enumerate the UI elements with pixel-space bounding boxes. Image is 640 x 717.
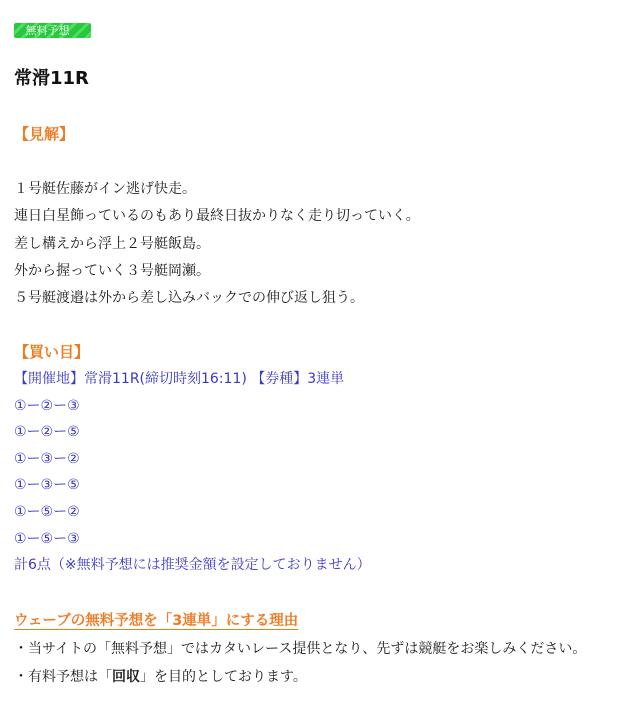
bet-combo: ①ー②ー⑤ bbox=[14, 424, 80, 441]
view-heading: 【見解】 bbox=[14, 125, 75, 143]
view-line: ５号艇渡邉は外から差し込みバックでの伸び返し狙う。 bbox=[14, 290, 364, 307]
view-line: １号艇佐藤がイン逃げ快走。 bbox=[14, 181, 196, 197]
note-paid-suffix: 」を目的としております。 bbox=[140, 668, 307, 685]
bets-list bbox=[14, 366, 371, 579]
race-info: 【開催地】常滑11R(締切時刻16:11) 【券種】3連単 bbox=[14, 371, 345, 387]
note-paid bbox=[14, 664, 586, 692]
bet-combo: ①ー⑤ー③ bbox=[14, 530, 80, 547]
bet-combo: ①ー⑤ー② bbox=[14, 503, 80, 520]
bet-combo: ①ー②ー③ bbox=[14, 397, 80, 414]
view-line: 外から握っていく３号艇岡瀬。 bbox=[14, 262, 210, 279]
view-line: 連日白星飾っているのもあり最終日抜かりなく走り切っていく。 bbox=[14, 208, 420, 225]
bet-combo: ①ー③ー⑤ bbox=[14, 477, 80, 494]
bet-combo: ①ー③ー② bbox=[14, 450, 80, 467]
note-paid-emphasis: 回収 bbox=[112, 668, 140, 685]
reason-notes bbox=[14, 636, 586, 691]
free-prediction-badge: 無料予想 bbox=[14, 23, 91, 38]
reason-heading: ウェーブの無料予想を「3連単」にする理由 bbox=[14, 613, 299, 629]
view-line: 差し構えから浮上２号艇飯島。 bbox=[14, 235, 210, 252]
bet-total: 計6点（※無料予想には推奨金額を設定しておりません） bbox=[14, 557, 371, 574]
view-text bbox=[14, 176, 420, 312]
note-free: ・当サイトの「無料予想」ではカタいレース提供となり、先ずは競艇をお楽しみください。 bbox=[14, 641, 587, 657]
note-paid-prefix: ・有料予想は「 bbox=[14, 668, 112, 685]
bets-heading: 【買い目】 bbox=[14, 343, 90, 361]
page-title: 常滑11R bbox=[14, 68, 89, 89]
